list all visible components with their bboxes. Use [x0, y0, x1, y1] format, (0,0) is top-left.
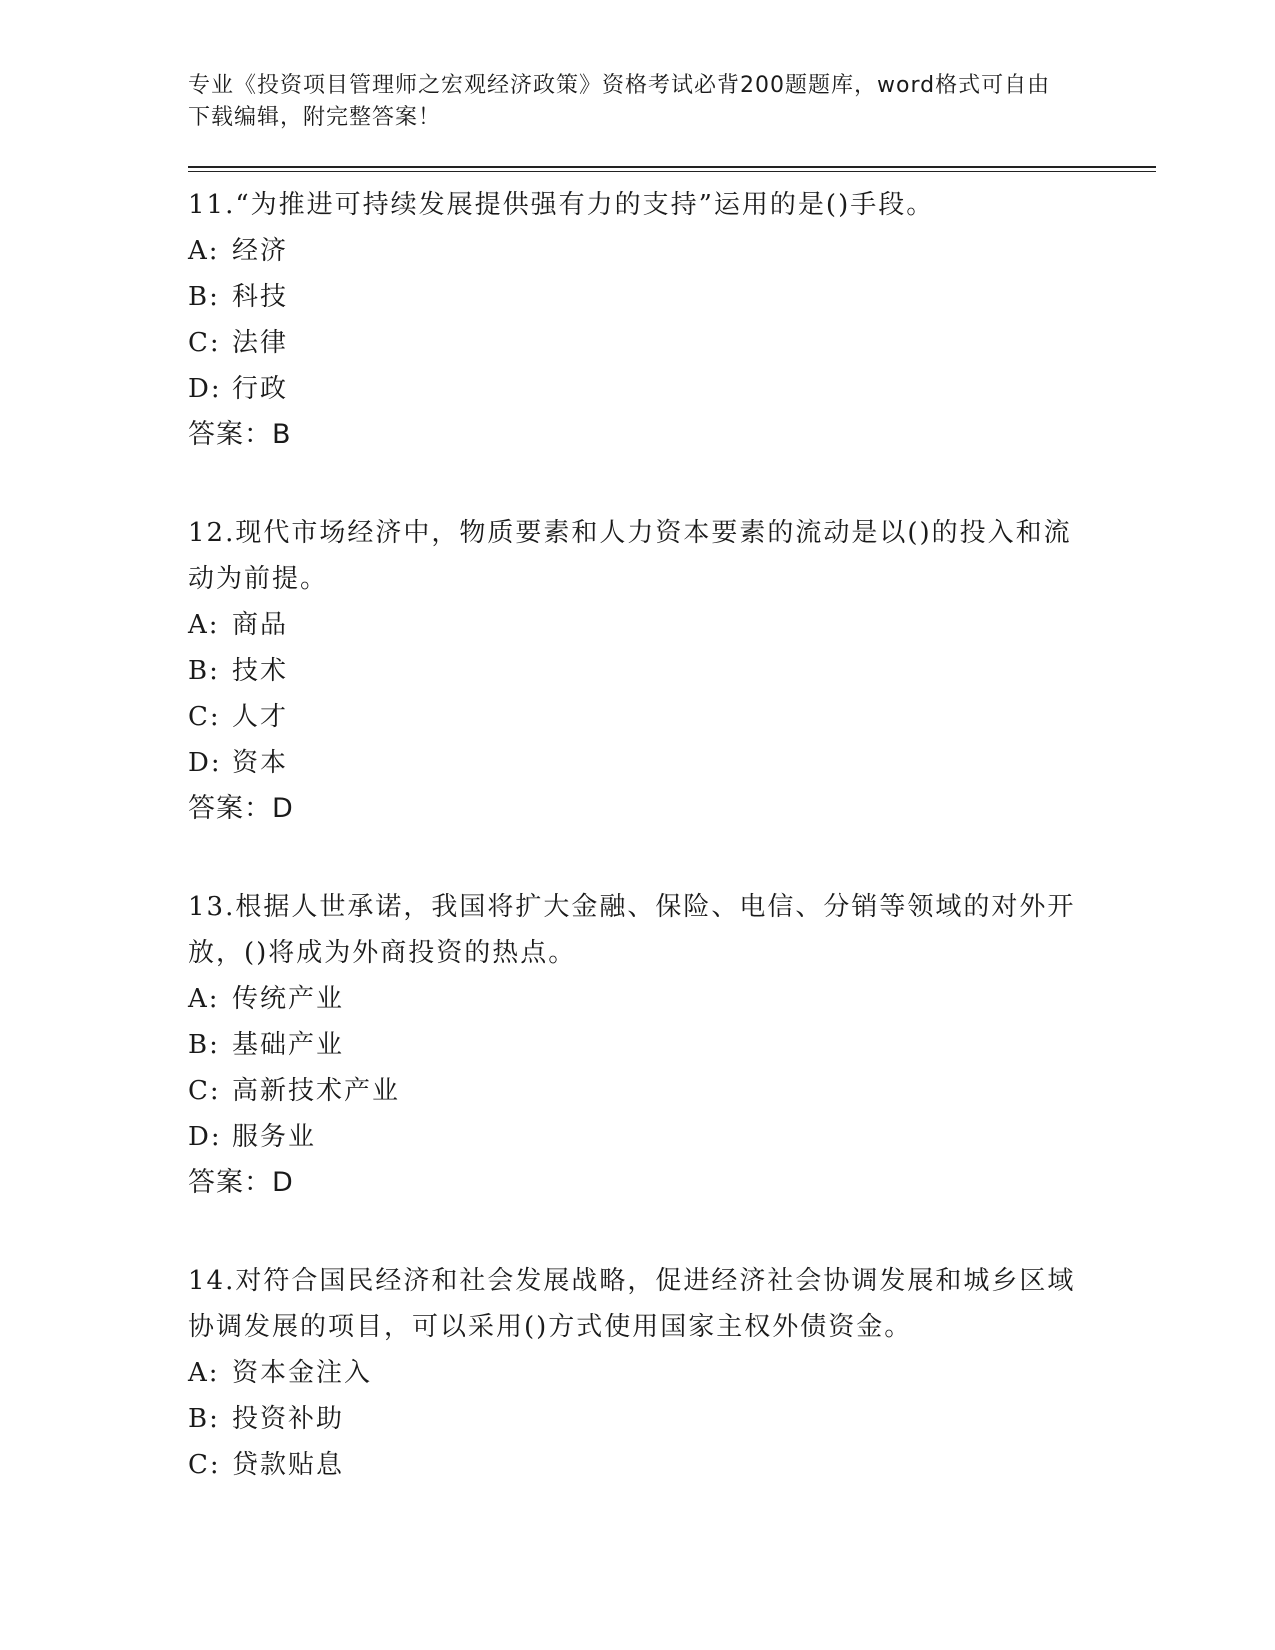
option-text: 经济 [232, 236, 289, 266]
question-text: 14.对符合国民经济和社会发展战略，促进经济社会协调发展和城乡区域协调发展的项目，可以采用()方式使用国家主权外债资金。 [188, 1266, 1076, 1342]
option-c [188, 694, 1156, 740]
option-key: D: [188, 374, 222, 404]
option-key: C: [188, 1076, 221, 1106]
option-b [188, 648, 1156, 694]
option-text: 服务业 [232, 1122, 317, 1152]
question-text: 13.根据人世承诺，我国将扩大金融、保险、电信、分销等领域的对外开放，()将成为外商投资的热点。 [188, 892, 1076, 968]
option-key: B: [188, 1030, 220, 1060]
option-b [188, 274, 1156, 320]
question-11 [188, 182, 1156, 458]
option-key: D: [188, 1122, 222, 1152]
option-text: 技术 [232, 656, 289, 686]
option-key: B: [188, 282, 220, 312]
option-a [188, 602, 1156, 648]
option-text: 资本 [232, 748, 289, 778]
option-key: C: [188, 328, 221, 358]
question-text: 12.现代市场经济中，物质要素和人力资本要素的流动是以()的投入和流动为前提。 [188, 518, 1072, 594]
answer-line: 答案：D [188, 793, 294, 824]
option-a [188, 228, 1156, 274]
option-key: A: [188, 984, 220, 1014]
option-text: 行政 [232, 374, 289, 404]
question-13 [188, 884, 1156, 1206]
option-text: 法律 [232, 328, 289, 358]
option-d [188, 366, 1156, 412]
option-key: A: [188, 1358, 220, 1388]
option-text: 资本金注入 [232, 1358, 373, 1388]
option-c [188, 1442, 1156, 1488]
option-text: 传统产业 [232, 984, 345, 1014]
option-key: B: [188, 656, 220, 686]
answer-line: 答案：D [188, 1167, 294, 1198]
option-key: B: [188, 1404, 220, 1434]
option-c [188, 1068, 1156, 1114]
option-text: 商品 [232, 610, 289, 640]
option-b [188, 1022, 1156, 1068]
option-text: 投资补助 [232, 1404, 345, 1434]
option-key: D: [188, 748, 222, 778]
option-b [188, 1396, 1156, 1442]
option-text: 人才 [232, 702, 289, 732]
header-divider [188, 166, 1156, 172]
option-text: 科技 [232, 282, 289, 312]
option-text: 高新技术产业 [232, 1076, 401, 1106]
option-text: 基础产业 [232, 1030, 345, 1060]
option-d [188, 1114, 1156, 1160]
question-12 [188, 510, 1156, 832]
option-c [188, 320, 1156, 366]
question-text: 11.“为推进可持续发展提供强有力的支持”运用的是()手段。 [188, 190, 935, 220]
document-header: 专业《投资项目管理师之宏观经济政策》资格考试必背200题题库，word格式可自由下载编辑，附完整答案！ [188, 73, 1051, 130]
question-14 [188, 1258, 1156, 1488]
option-d [188, 740, 1156, 786]
option-key: C: [188, 1450, 221, 1480]
option-a [188, 1350, 1156, 1396]
answer-line: 答案：B [188, 419, 292, 450]
option-text: 贷款贴息 [232, 1450, 345, 1480]
option-key: C: [188, 702, 221, 732]
option-a [188, 976, 1156, 1022]
option-key: A: [188, 236, 220, 266]
document-page [188, 70, 1156, 1488]
option-key: A: [188, 610, 220, 640]
